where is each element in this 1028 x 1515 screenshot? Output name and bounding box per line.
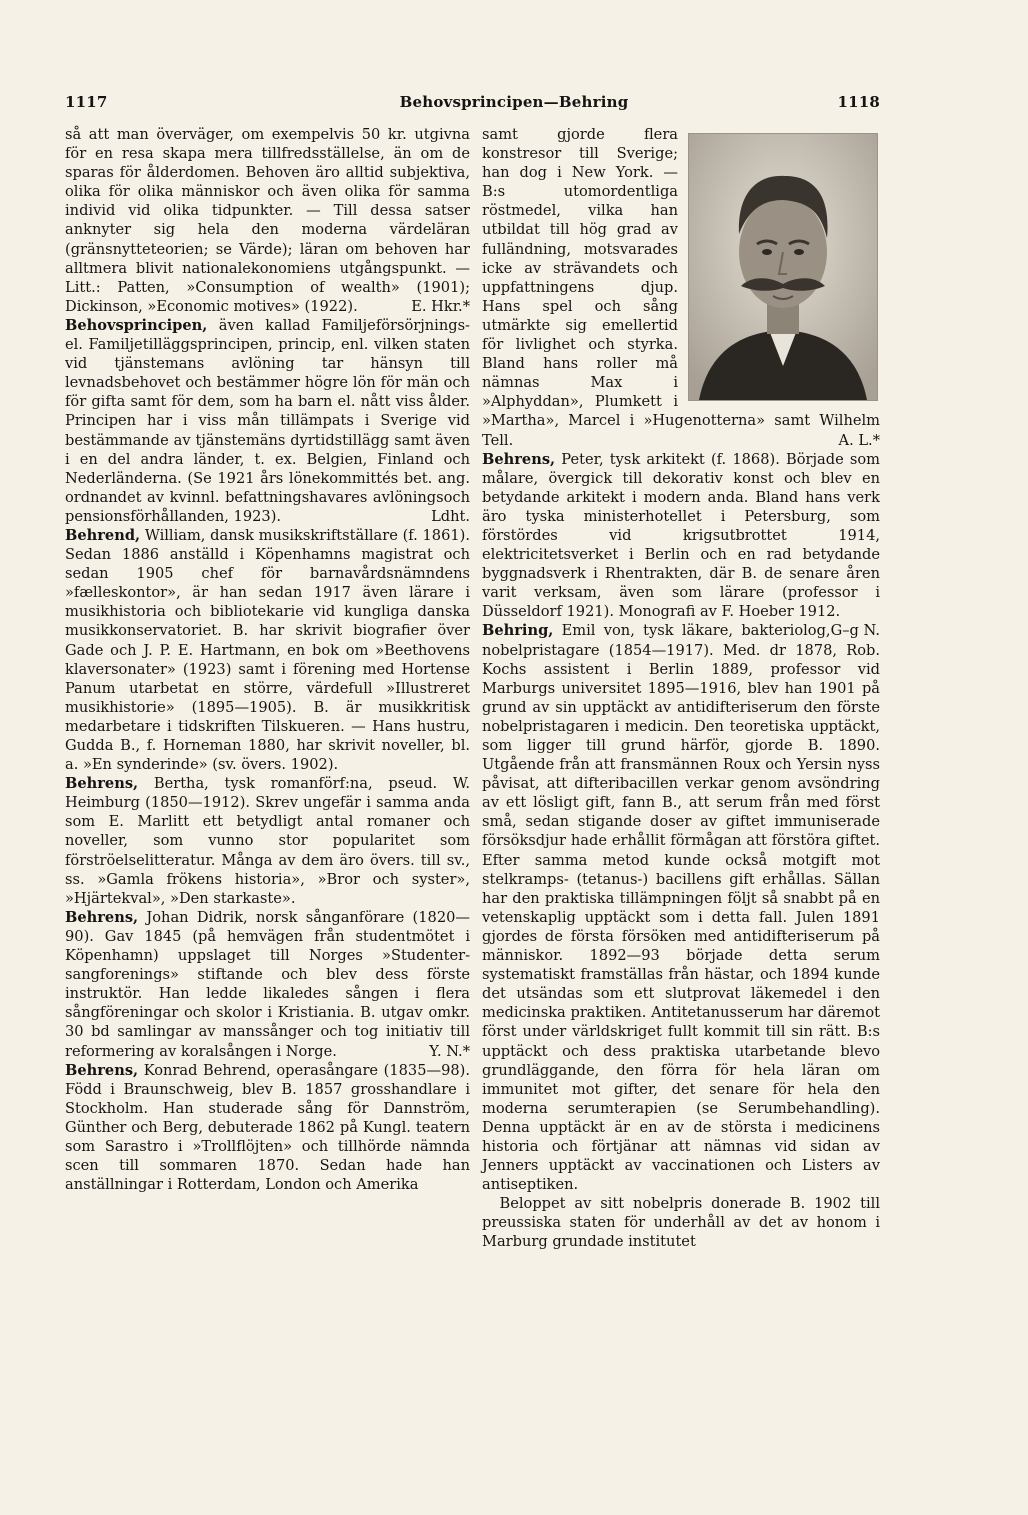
entry-behov-continuation: så att man överväger, om exempelvis 50 kr. utgivna för en resa skapa mera tillfredsställelse, än om de sparas för ålderdomen. Behoven äro alltid subjektiva, olika för olika människor och även olika för samma individ vid olika tidpunkter. — Till dessa satser anknyter sig hela den moderna värdeläran (gränsnytteteorien; se Värde); läran om behoven har alltmera blivit nationalekonomiens utgångspunkt. — Litt.: Patten, »Consumption of wealth» (1901); Dickinson, »Economic motives» (1922). E. Hkr.*	[65, 126, 470, 315]
headword: Behrend,	[65, 526, 141, 544]
headword: Behrens,	[65, 775, 139, 793]
headword: Behrens,	[65, 908, 139, 926]
right-column	[482, 125, 880, 1252]
entry-behrens-johan: Behrens, Johan Didrik, norsk sånganförare (1820—90). Gav 1845 (på hemvägen från studentmötet i Köpenhamn) uppslaget till Norges »Studenter-sangforenings» stiftande och blev dess förste instruktör. Han ledde likaledes sången i flera sångföreningar och skolor i Kristiania. B. utgav omkr. 30 bd samlingar av manssånger och tog initiativ till reformering av koralsången i Norge. Y. N.*	[65, 908, 470, 1060]
entry-behovsprincipen: Behovsprincipen, även kallad Familjeförsörjnings- el. Familjetilläggsprincipen, princip, enl. vilken staten vid tjänstemans avlöning tar hänsyn till levnadsbehovet och bestämmer högre lön för män och för gifta samt för dem, som ha barn el. nått viss ålder. Principen har i viss mån tillämpats i Sverige vid bestämmande av tjänstemäns dyrtidstillägg samt även i en del andra länder, t. ex. Belgien, Finland och Nederländerna. (Se 1921 års lönekommittés bet. ang. ordnandet av kvinnl. befattningshavares avlöningsoch pensionsförhållanden, 1923). Ldht.	[65, 316, 470, 525]
entry-behrens-konrad: Behrens, Konrad Behrend, operasångare (1835—98). Född i Braunschweig, blev B. 1857 grosshandlare i Stockholm. Han studerade sång för Dannström, Günther och Berg, debuterade 1862 på Kungl. teatern som Sarastro i »Trollflöjten» och tillhörde nämnda scen till sommaren 1870. Sedan hade han anställningar i Rotterdam, London och Amerika	[65, 1061, 470, 1194]
entry-behrens-peter: Behrens, Peter, tysk arkitekt (f. 1868). Började som målare, övergick till dekorativ konst och blev en betydande arkitekt i modern anda. Bland hans verk äro tyska ministerhotellet i Petersburg, som förstördes vid krigsutbrottet 1914, elektricitetsverket i Berlin och en rad betydande byggnadsverk i Rhentrakten, där B. de senare åren varit verksam, även som lärare (professor i Düsseldorf 1921). Monografi av F. Hoeber 1912. G–g N.	[482, 450, 880, 640]
author-signature: G–g N.	[830, 622, 880, 640]
page-number-left: 1117	[65, 93, 108, 111]
author-signature: Y. N.*	[429, 1042, 470, 1060]
headword: Behring,	[482, 622, 554, 640]
running-header: Behovsprincipen—Behring	[399, 93, 629, 111]
entry-behrend-william: Behrend, William, dansk musikskriftställare (f. 1861). Sedan 1886 anställd i Köpenhamns magistrat och sedan 1905 chef för barnavårdsnämndens »fælleskontor», är han sedan 1917 även lärare i musikhistoria och bibliotekarie vid kungliga danska musikkonservatoriet. B. har skrivit biografier över Gade och J. P. E. Hartmann, en bok om »Beethovens klaversonater» (1923) samt i förening med Hortense Panum utarbetat en större, värdefull »Illustreret musikhistorie» (1895—1905). B. är musikkritisk medarbetare i tidskriften Tilskueren. — Hans hustru, Gudda B., f. Horneman 1880, har skrivit noveller, bl. a. »En synderinde» (sv. övers. 1902).	[65, 526, 470, 774]
entry-behrens-konrad-continuation: samt gjorde flera konstresor till Sverige; han dog i New York. — B:s utomordentliga röstmedel, vilka han utbildat till hög grad av fulländning, motsvarades icke av strävandets och uppfattningens djup. Hans spel och sång utmärkte sig emellertid för livlighet och styrka. Bland hans roller må nämnas Max i »Alphyddan», Plumkett i »Martha», Marcel i »Hugenotterna» samt Wilhelm Tell. A. L.*	[482, 126, 880, 449]
headword: Behrens,	[65, 1061, 139, 1079]
entry-behring-paragraph: Beloppet av sitt nobelpris donerade B. 1902 till preussiska staten för underhåll av det av honom i Marburg grundade institutet	[482, 1195, 880, 1251]
author-signature: A. L.*	[838, 431, 880, 449]
headword: Behovsprincipen,	[65, 316, 208, 334]
portrait-photo	[688, 133, 878, 401]
entry-behrens-bertha: Behrens, Bertha, tysk romanförf:na, pseud. W. Heimburg (1850—1912). Skrev ungefär i samma anda som E. Marlitt ett betydligt antal romaner och noveller, som vunno stor popularitet som förströelselitteratur. Många av dem äro övers. till sv., ss. »Gamla frökens historia», »Bror och syster», »Hjärtekval», »Den starkaste».	[65, 775, 470, 907]
left-column	[65, 125, 470, 1194]
author-signature: E. Hkr.*	[411, 297, 470, 315]
headword: Behrens,	[482, 450, 556, 468]
author-signature: Ldht.	[431, 507, 470, 525]
page-number-right: 1118	[837, 93, 880, 111]
entry-behring-emil: Behring, Emil von, tysk läkare, bakteriolog, nobelpristagare (1854—1917). Med. dr 1878, Rob. Kochs assistent i Berlin 1889, professor vid Marburgs universitet 1895—1916, blev han 1901 på grund av sin upptäckt av antidifteriserum den förste nobelpristagaren i medicin. Den teoretiska upptäckt, som ligger till grund härför, gjorde B. 1890. Utgående från att fransmännen Roux och Yersin nyss påvisat, att difteribacillen verkar genom avsöndring av ett lösligt gift, fann B., att serum från med först små, sedan stigande doser av giftet immuniserade försöksdjur hade erhållit förmågan att förstöra giftet. Efter samma metod kunde också motgift mot stelkramps- (tetanus-) bacillens gift erhållas. Sällan har den praktiska tillämpningen följt så snabbt på en vetenskaplig upptäckt som i detta fall. Julen 1891 gjordes de första försöken med antidifteriserum på människor. 1892—93 började detta serum systematiskt framställas från hästar, och 1894 kunde det utsändas som ett slutprovat läkemedel i den medicinska praktiken. Antitetanusserum har däremot först under världskriget fullt kommit till sin rätt. B:s upptäckt och dess praktiska utarbetande blevo grundläggande, den förra för hela läran om immunitet mot gifter, det senare för hela den moderna serumterapien (se Serumbehandling). Denna upptäckt är en av de största i medicinens historia och förtjänar att nämnas vid sidan av Jenners upptäckt av vaccinationen och Listers av antiseptiken.	[482, 622, 880, 1194]
